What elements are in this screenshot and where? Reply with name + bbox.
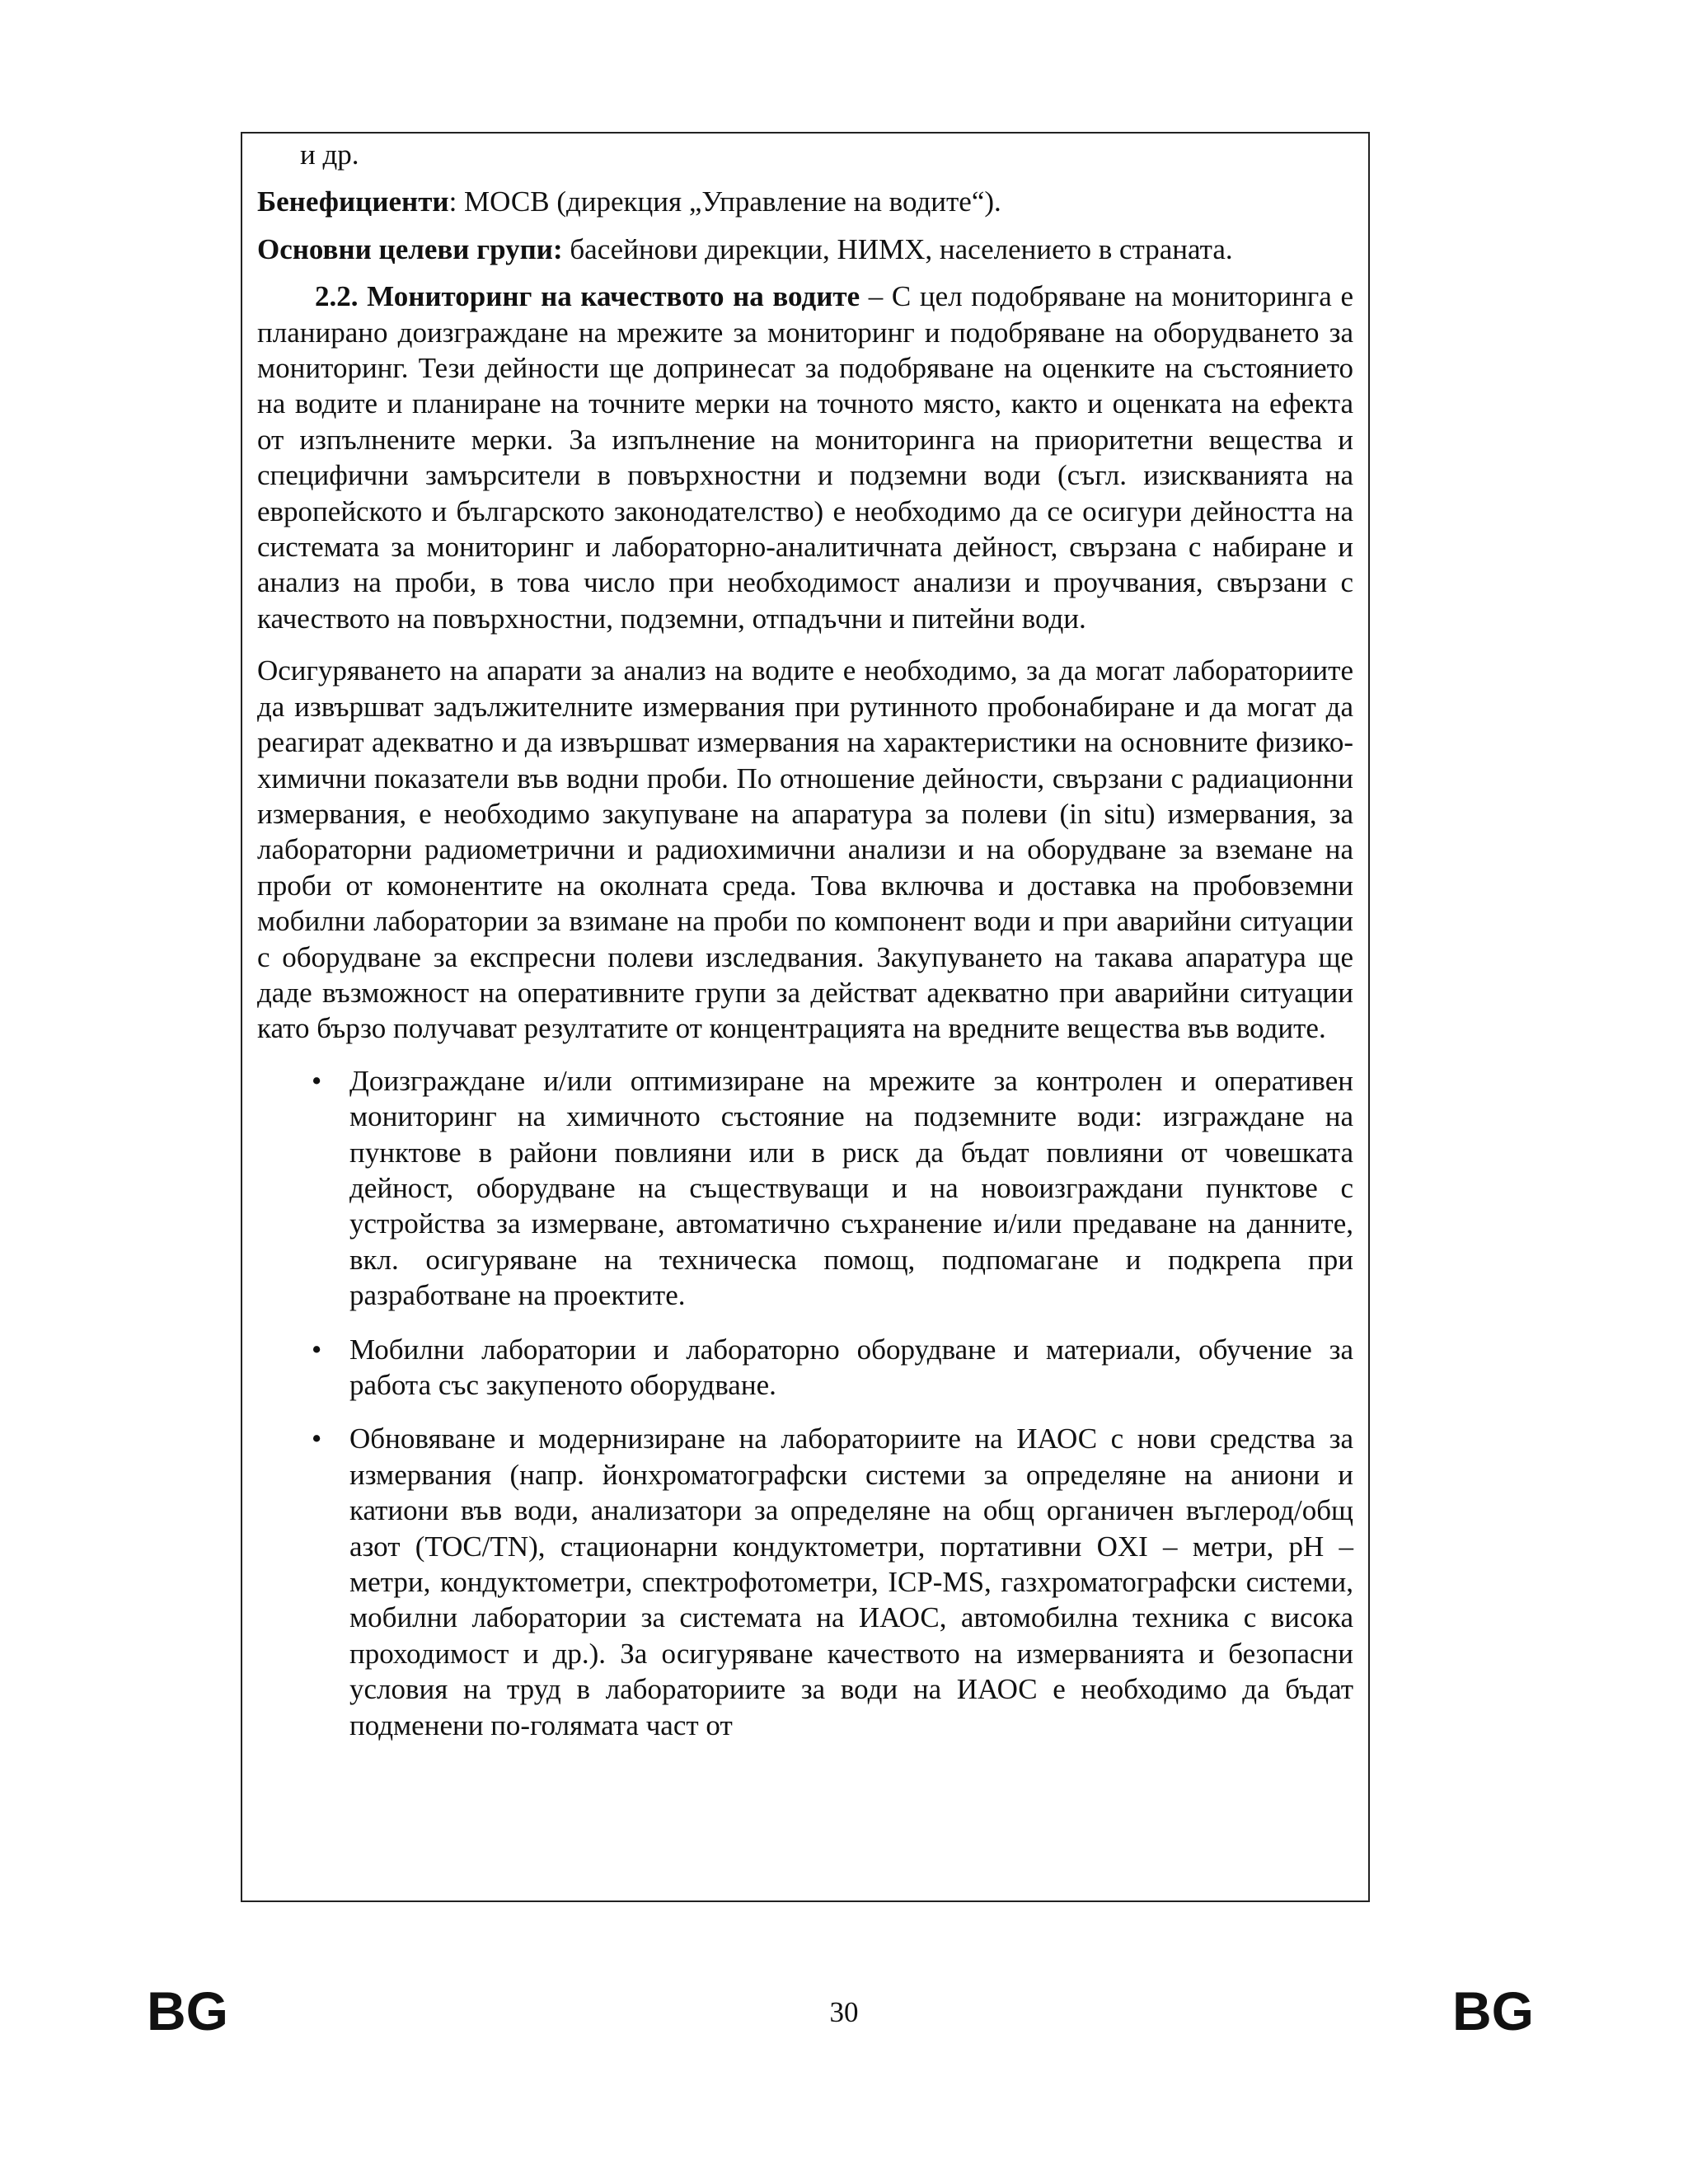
- list-item-text: Доизграждане и/или оптимизиране на мрежите за контролен и оперативен мониторинг на химичното състояние на подземните води: изграждане на пунктове в райони повлияни или в риск да бъдат повлияни от човешката дейност, оборудване на съществуващи и на новоизграждани пунктове с устройства за измерване, автоматично съхранение и/или предаване на данните, вкл. осигуряване на техническа помощ, подпомагане и подкрепа при разработване на проектите.: [349, 1064, 1353, 1312]
- target-groups-paragraph: [257, 232, 1353, 267]
- target-groups-label: Основни целеви групи:: [257, 232, 563, 265]
- target-groups-text: басейнови дирекции, НИМХ, населението в страната.: [562, 232, 1233, 265]
- list-item-text: Мобилни лаборатории и лабораторно оборудване и материали, обучение за работа със закупеното оборудване.: [349, 1333, 1353, 1401]
- content-frame: [241, 132, 1370, 1902]
- language-code-left: BG: [147, 1980, 228, 2041]
- list-item-text: Обновяване и модернизиране на лабораториите на ИАОС с нови средства за измервания (напр. йонхроматографски системи за определяне на аниони и катиони във води, анализатори за определяне на общ органичен въглерод/общ азот (TOC/TN), стационарни кондуктометри, портативни OXI – метри, pH – метри, кондуктометри, спектрофотометри, ICP-MS, газхроматографски системи, мобилни лаборатории за системата на ИАОС, автомобилна техника с висока проходимост и др.). За осигуряване качеството на измерванията и безопасни условия на труд в лабораториите за води на ИАОС е необходимо да бъдат подменени по-голямата част от: [349, 1422, 1353, 1741]
- language-code-right: BG: [1452, 1980, 1534, 2041]
- list-item: [257, 1332, 1353, 1404]
- page-number: 30: [829, 1996, 859, 2028]
- beneficiaries-paragraph: [257, 184, 1353, 219]
- bullet-icon: •: [312, 1333, 322, 1366]
- equipment-paragraph: Осигуряването на апарати за анализ на водите е необходимо, за да могат лабораториите да извършват задължителните измервания при рутинното пробонабиране и да могат да реагират адекватно и да извършват измервания на характеристики на основните физико-химични показатели във водни проби. По отношение дейности, свързани с радиационни измервания, е необходимо закупуване на апаратура за полеви (in situ) измервания, за лабораторни радиометрични и радиохимични анализи и на оборудване за вземане на проби от комонентите на околната среда. Това включва и доставка на пробовземни мобилни лаборатории за взимане на проби по компонент води и при аварийни ситуации с оборудване за експресни полеви изследвания. Закупуването на такава апаратура ще даде възможност на оперативните групи за действат адекватно при аварийни ситуации като бързо получават резултатите от концентрацията на вредните вещества във водите.: [257, 654, 1353, 1045]
- bullet-icon: •: [312, 1422, 322, 1455]
- beneficiaries-text: : МОСВ (дирекция „Управление на водите“).: [448, 185, 1001, 218]
- list-item: [257, 1421, 1353, 1743]
- section-paragraph: [257, 279, 1353, 636]
- bullet-icon: •: [312, 1064, 322, 1097]
- continuation-line: и др.: [300, 138, 359, 171]
- measures-list: [257, 1063, 1353, 1743]
- section-heading: 2.2. Мониторинг на качеството на водите: [315, 280, 860, 313]
- beneficiaries-label: Бенефициенти: [257, 185, 449, 218]
- section-body: – С цел подобряване на мониторинга е планирано доизграждане на мрежите за мониторинг и подобряване на оборудването за мониторинг. Тези дейности ще допринесат за подобряване на оценките на състоянието на водите и планиране на точните мерки на точното място, както и оценката на ефекта от изпълнените мерки. За изпълнение на мониторинга на приоритетни вещества и специфични замърсители в повърхностни и подземни води (съгл. изискванията на европейското и българското законодателство) е необходимо да се осигури дейността на системата за мониторинг и лабораторно-аналитичната дейност, свързана с набиране и анализ на проби, в това число при необходимост анализи и проучвания, свързани с качеството на повърхностни, подземни, отпадъчни и питейни води.: [257, 280, 1353, 635]
- list-item: [257, 1063, 1353, 1314]
